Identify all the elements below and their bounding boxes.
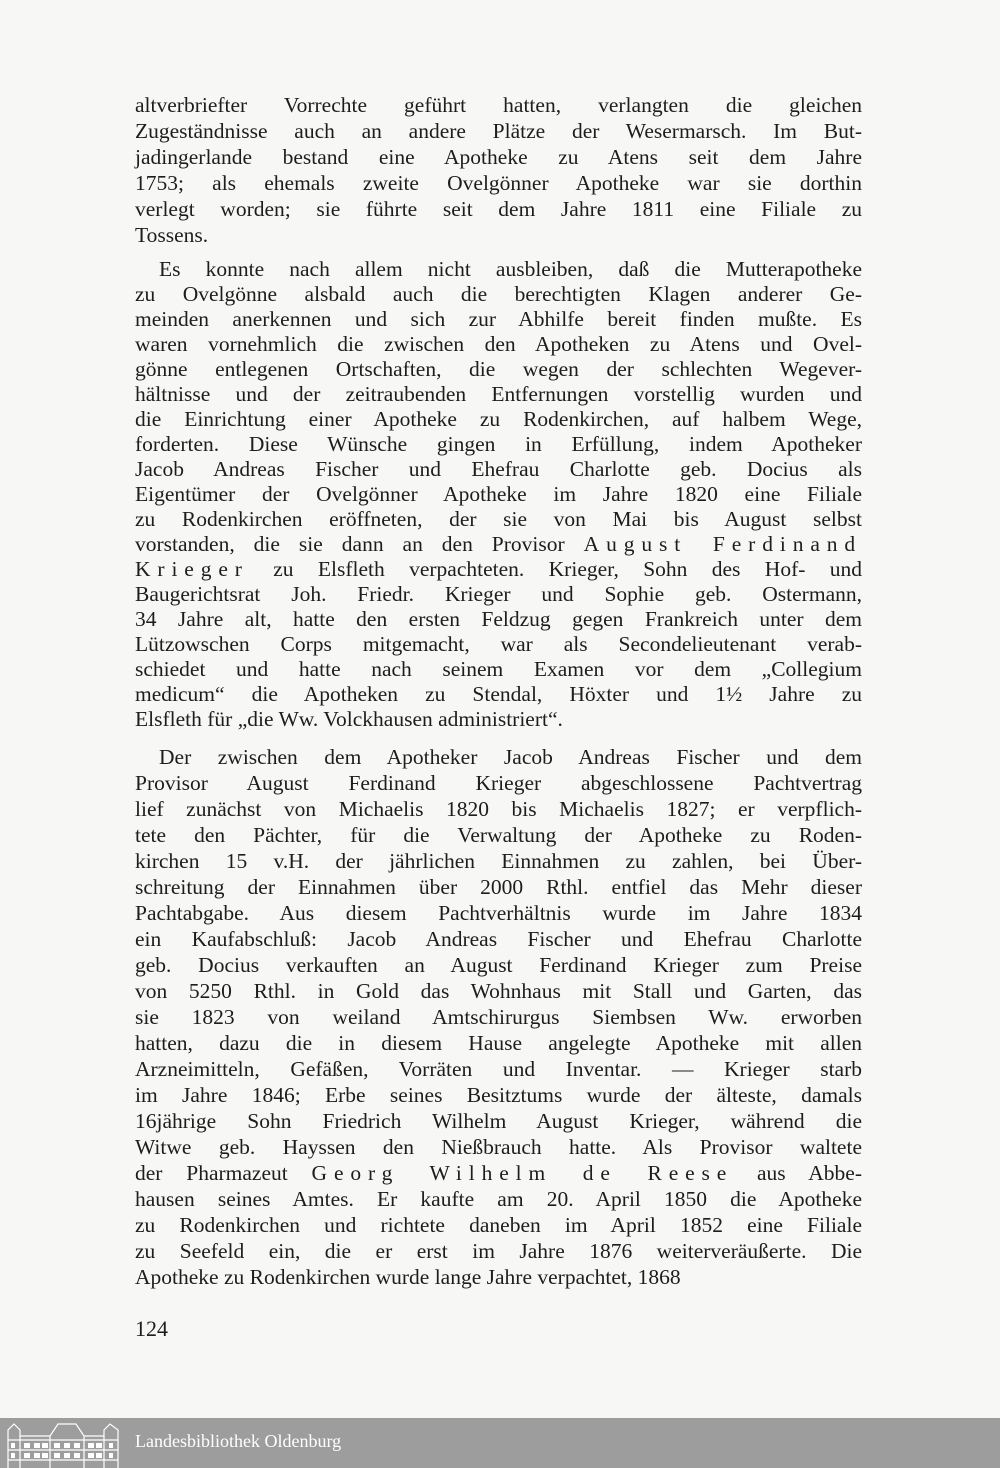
text-line bbox=[135, 1004, 862, 1030]
line-text: altverbriefter Vorrechte geführt hatten, verlangten die gleichen bbox=[135, 93, 862, 117]
line-text: Apotheke zu Rodenkirchen wurde lange Jahre verpachtet, 1868 bbox=[135, 1265, 681, 1289]
line-text: waren vornehmlich die zwischen den Apotheken zu Atens und Ovel- bbox=[135, 332, 862, 356]
text-line bbox=[135, 582, 862, 607]
line-text: jadingerlande bestand eine Apotheke zu Atens seit dem Jahre bbox=[135, 145, 862, 169]
text-line bbox=[135, 144, 862, 170]
text-line bbox=[135, 532, 862, 557]
text-line bbox=[135, 796, 862, 822]
text-line bbox=[135, 1108, 862, 1134]
line-text: lief zunächst von Michaelis 1820 bis Michaelis 1827; er verpflich- bbox=[135, 797, 862, 821]
line-text: Es konnte nach allem nicht ausbleiben, daß die Mutterapotheke bbox=[159, 257, 862, 281]
line-text: tete den Pächter, für die Verwaltung der Apotheke zu Roden- bbox=[135, 823, 862, 847]
line-text: zu Seefeld ein, die er erst im Jahre 1876 weiterveräußerte. Die bbox=[135, 1239, 862, 1263]
text-line bbox=[135, 118, 862, 144]
line-text: zu Ovelgönne alsbald auch die berechtigten Klagen anderer Ge- bbox=[135, 282, 862, 306]
line-text: hatten, dazu die in diesem Hause angelegte Apotheke mit allen bbox=[135, 1031, 862, 1055]
text-line bbox=[135, 282, 862, 307]
text-line bbox=[135, 952, 862, 978]
line-text: Elsfleth für „die Ww. Volckhausen administriert“. bbox=[135, 707, 563, 731]
line-text: zu Rodenkirchen eröffneten, der sie von Mai bis August selbst bbox=[135, 507, 862, 531]
text-line bbox=[135, 196, 862, 222]
line-text: gönne entlegenen Ortschaften, die wegen der schlechten Wegever- bbox=[135, 357, 862, 381]
spaced-name: Krieger bbox=[135, 557, 249, 581]
line-text: von 5250 Rthl. in Gold das Wohnhaus mit Stall und Garten, das bbox=[135, 979, 862, 1003]
line-text: Lützowschen Corps mitgemacht, war als Secondelieutenant verab- bbox=[135, 632, 862, 656]
text-line bbox=[135, 457, 862, 482]
page-number: 124 bbox=[135, 1316, 168, 1341]
text-line bbox=[135, 632, 862, 657]
text-line bbox=[135, 1082, 862, 1108]
text-line bbox=[135, 92, 862, 118]
text-line bbox=[135, 257, 862, 282]
text-line bbox=[135, 432, 862, 457]
text-line bbox=[135, 382, 862, 407]
line-text: 16jährige Sohn Friedrich Wilhelm August Krieger, während die bbox=[135, 1109, 862, 1133]
footer-bar bbox=[0, 1418, 1000, 1468]
line-text: Jacob Andreas Fischer und Ehefrau Charlotte geb. Docius als bbox=[135, 457, 862, 481]
line-text: zu Elsfleth verpachteten. Krieger, Sohn des Hof- und bbox=[273, 557, 863, 581]
line-text: der Pharmazeut bbox=[135, 1161, 288, 1185]
line-text: 34 Jahre alt, hatte den ersten Feldzug gegen Frankreich unter dem bbox=[135, 607, 862, 631]
text-line bbox=[135, 1186, 862, 1212]
line-text: ein Kaufabschluß: Jacob Andreas Fischer und Ehefrau Charlotte bbox=[135, 927, 862, 951]
text-line bbox=[135, 307, 862, 332]
line-text: sie 1823 von weiland Amtschirurgus Siembsen Ww. erworben bbox=[135, 1005, 862, 1029]
line-text: Tossens. bbox=[135, 223, 209, 247]
text-line bbox=[135, 822, 862, 848]
text-line bbox=[135, 170, 862, 196]
paragraph-1 bbox=[135, 92, 862, 248]
text-line bbox=[135, 1056, 862, 1082]
text-line bbox=[135, 557, 862, 582]
line-text: Provisor August Ferdinand Krieger abgeschlossene Pachtvertrag bbox=[135, 771, 862, 795]
text-line bbox=[135, 874, 862, 900]
line-text: schreitung der Einnahmen über 2000 Rthl. entfiel das Mehr dieser bbox=[135, 875, 862, 899]
line-text: kirchen 15 v.H. der jährlichen Einnahmen zu zahlen, bei Über- bbox=[135, 849, 862, 873]
text-line bbox=[135, 1212, 862, 1238]
text-line bbox=[135, 407, 862, 432]
line-text: hausen seines Amtes. Er kaufte am 20. April 1850 die Apotheke bbox=[135, 1187, 862, 1211]
text-line bbox=[135, 657, 862, 682]
spaced-name: Georg Wilhelm de Reese bbox=[311, 1161, 734, 1185]
line-text: 1753; als ehemals zweite Ovelgönner Apotheke war sie dorthin bbox=[135, 171, 862, 195]
text-line bbox=[135, 770, 862, 796]
text-line bbox=[135, 332, 862, 357]
line-text: Der zwischen dem Apotheker Jacob Andreas Fischer und dem bbox=[159, 745, 862, 769]
line-text: Arzneimitteln, Gefäßen, Vorräten und Inventar. — Krieger starb bbox=[135, 1057, 862, 1081]
text-line bbox=[135, 357, 862, 382]
text-line bbox=[135, 1030, 862, 1056]
library-building-logo bbox=[6, 1418, 124, 1468]
line-text: forderten. Diese Wünsche gingen in Erfüllung, indem Apotheker bbox=[135, 432, 862, 456]
line-text: vorstanden, die sie dann an den Provisor bbox=[135, 532, 565, 556]
text-line bbox=[135, 1264, 862, 1290]
text-line bbox=[135, 682, 862, 707]
line-text: Zugeständnisse auch an andere Plätze der Wesermarsch. Im But- bbox=[135, 119, 862, 143]
spaced-name: August Ferdinand bbox=[583, 532, 863, 556]
text-line bbox=[135, 482, 862, 507]
line-text: meinden anerkennen und sich zur Abhilfe bereit finden mußte. Es bbox=[135, 307, 862, 331]
text-line bbox=[135, 1160, 862, 1186]
line-text: Eigentümer der Ovelgönner Apotheke im Jahre 1820 eine Filiale bbox=[135, 482, 862, 506]
line-text: hältnisse und der zeitraubenden Entfernungen vorstellig wurden und bbox=[135, 382, 862, 406]
text-line bbox=[135, 1134, 862, 1160]
text-line bbox=[135, 978, 862, 1004]
text-line bbox=[135, 222, 862, 248]
text-line bbox=[135, 507, 862, 532]
line-text: Witwe geb. Hayssen den Nießbrauch hatte. Als Provisor waltete bbox=[135, 1135, 862, 1159]
text-line bbox=[135, 926, 862, 952]
text-line bbox=[135, 744, 862, 770]
text-line bbox=[135, 707, 862, 732]
text-line bbox=[135, 1238, 862, 1264]
line-text: Pachtabgabe. Aus diesem Pachtverhältnis wurde im Jahre 1834 bbox=[135, 901, 862, 925]
line-text: medicum“ die Apotheken zu Stendal, Höxter und 1½ Jahre zu bbox=[135, 682, 862, 706]
line-text: aus Abbe- bbox=[757, 1161, 863, 1185]
paragraph-3 bbox=[135, 744, 862, 1290]
line-text: geb. Docius verkauften an August Ferdinand Krieger zum Preise bbox=[135, 953, 862, 977]
text-line bbox=[135, 900, 862, 926]
line-text: schiedet und hatte nach seinem Examen vor dem „Collegium bbox=[135, 657, 862, 681]
line-text: Baugerichtsrat Joh. Friedr. Krieger und Sophie geb. Ostermann, bbox=[135, 582, 862, 606]
text-line bbox=[135, 607, 862, 632]
line-text: verlegt worden; sie führte seit dem Jahre 1811 eine Filiale zu bbox=[135, 197, 862, 221]
text-line bbox=[135, 848, 862, 874]
line-text: die Einrichtung einer Apotheke zu Rodenkirchen, auf halbem Wege, bbox=[135, 407, 862, 431]
paragraph-2 bbox=[135, 257, 862, 732]
line-text: zu Rodenkirchen und richtete daneben im April 1852 eine Filiale bbox=[135, 1213, 862, 1237]
library-name: Landesbibliothek Oldenburg bbox=[135, 1431, 342, 1451]
line-text: im Jahre 1846; Erbe seines Besitztums wurde der älteste, damals bbox=[135, 1083, 862, 1107]
